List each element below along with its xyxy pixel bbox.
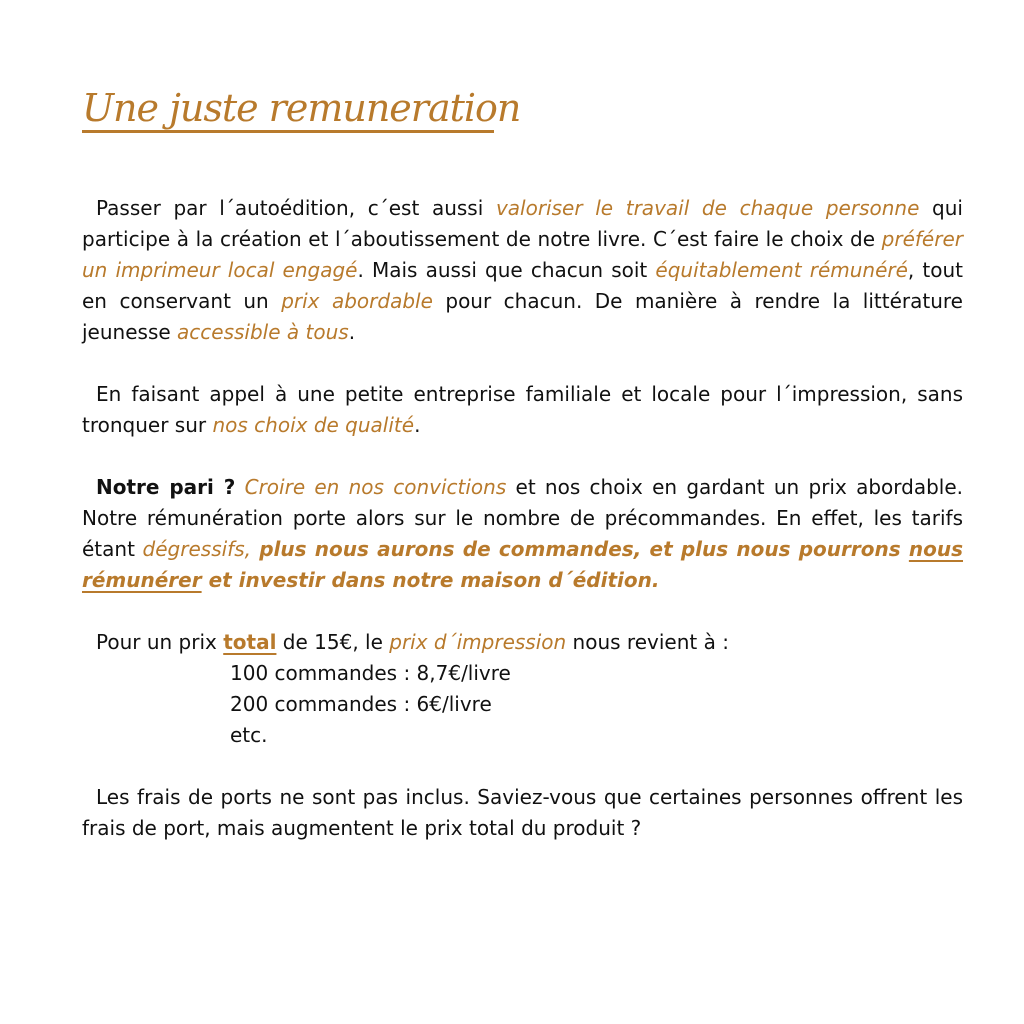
text: et nos choix en gardant un prix abordable. Notre rémunération porte alors sur le nombre de précommandes. En effet, les tarifs étant — [82, 475, 963, 561]
highlight: accessible à tous — [177, 320, 349, 344]
highlight-bold: et investir dans notre maison d´édition. — [201, 568, 660, 592]
text: En faisant appel à une petite entreprise familiale et locale pour l´impression, sans tronquer sur — [82, 382, 963, 437]
text: Pour un prix — [96, 630, 224, 654]
text: Passer par l´autoédition, c´est aussi — [96, 196, 496, 220]
text: Les frais de ports ne sont pas inclus. Saviez-vous que certaines personnes offrent les frais de port, mais augmentent le prix total du produit ? — [82, 785, 963, 840]
bold-lead: Notre pari ? — [96, 475, 236, 499]
highlight-underlined: nous rémunérer — [82, 537, 963, 592]
paragraph-prix — [82, 627, 963, 658]
paragraph-frais-de-port — [82, 782, 963, 844]
paragraph-imprimeur — [82, 379, 963, 441]
highlight-bold: plus nous aurons de commandes, et plus nous pourrons — [250, 537, 909, 561]
title-underline — [82, 130, 494, 133]
title-block — [82, 86, 521, 130]
article-body — [82, 193, 963, 844]
highlight: équitablement rémunéré — [655, 258, 908, 282]
price-list — [230, 658, 963, 751]
price-list-item: 200 commandes : 6€/livre — [230, 692, 492, 716]
paragraph-autoedition — [82, 193, 963, 348]
highlight: prix d´impression — [389, 630, 567, 654]
highlight: nos choix de qualité — [212, 413, 415, 437]
text: , tout en conservant un — [82, 258, 964, 313]
price-list-item: etc. — [230, 723, 268, 747]
highlight: prix abordable — [281, 289, 433, 313]
text: pour chacun. De manière à rendre la littérature jeunesse — [82, 289, 963, 344]
paragraph-pari — [82, 472, 963, 596]
highlight: dégressifs, — [142, 537, 251, 561]
text: . Mais aussi que chacun soit — [357, 258, 656, 282]
page-title: Une juste remuneration — [82, 86, 521, 130]
highlight: préférer un imprimeur local engagé — [82, 227, 963, 282]
price-list-item: 100 commandes : 8,7€/livre — [230, 661, 511, 685]
text: de 15€, le — [276, 630, 390, 654]
text: . — [414, 413, 421, 437]
text: . — [348, 320, 356, 344]
highlight: Croire en nos convictions — [244, 475, 507, 499]
highlight: valoriser le travail de chaque personne — [495, 196, 920, 220]
text: nous revient à : — [566, 630, 729, 654]
text: qui participe à la création et l´aboutissement de notre livre. C´est faire le choix de — [82, 196, 963, 251]
total-emphasis: total — [223, 630, 277, 654]
